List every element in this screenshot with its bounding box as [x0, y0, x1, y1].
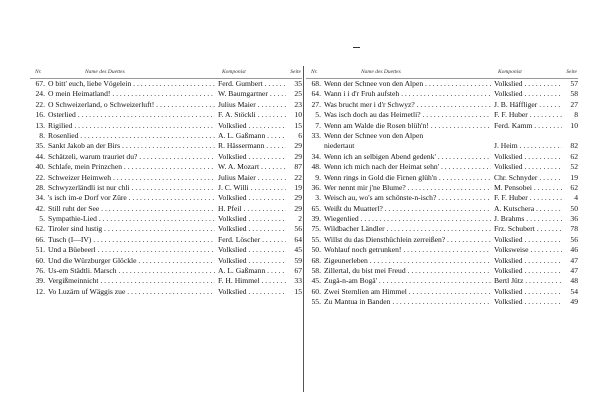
page-number: 15 — [294, 286, 302, 296]
list-item — [30, 235, 302, 245]
song-title: Sankt Jakob an der Birs . . . — [48, 141, 215, 151]
page-number: 47 — [570, 266, 578, 276]
composer: Julius Maier . . . — [218, 100, 286, 110]
song-title: Wenn ich mich nach der Heimat sehn' . . . — [324, 162, 491, 172]
page-number: 10 — [570, 120, 578, 130]
composer: J. C. Willi . . . — [218, 183, 286, 193]
entry-number: 65. — [311, 203, 321, 213]
list-item — [306, 224, 578, 234]
composer: Volkslied . . . — [218, 152, 286, 162]
header-nr: Nr. — [35, 69, 42, 75]
list-item — [30, 131, 302, 141]
page-number: 8 — [574, 110, 578, 120]
list-item — [30, 152, 302, 162]
list-item — [306, 245, 578, 255]
composer: Volkslied . . . — [494, 235, 562, 245]
composer: Volkslied . . . — [494, 89, 562, 99]
page-number: 49 — [570, 297, 578, 307]
composer: Volkslied . . . — [218, 214, 286, 224]
list-item — [30, 183, 302, 193]
list-item — [30, 256, 302, 266]
song-title: Rosenlied . . . — [48, 131, 215, 141]
list-item — [30, 287, 302, 297]
song-title: O Schweizerland, o Schweizerluft! . . . — [48, 100, 215, 110]
page-number: 25 — [294, 89, 302, 99]
composer: M. Pensobei . . . — [494, 183, 562, 193]
song-title: Was brucht mer i d'r Schwyz? . . . — [324, 100, 491, 110]
song-title: Zugä-n-am Bogä' . . . — [324, 276, 491, 286]
entry-number: 35. — [35, 141, 45, 151]
composer: Volkslied . . . — [494, 79, 562, 89]
composer: A. L. Gaßmann . . . — [218, 131, 286, 141]
entry-number: 44. — [35, 151, 45, 161]
entry-number: 12. — [35, 286, 45, 296]
entry-number: 68. — [311, 255, 321, 265]
composer: W. Baumgartner . . . — [218, 89, 286, 99]
song-title: Wann i i d'r Fruh aufsteh . . . — [324, 89, 491, 99]
entry-number: 55. — [311, 297, 321, 307]
page-number: 62 — [570, 151, 578, 161]
entry-number: 67. — [35, 79, 45, 88]
list-item — [30, 121, 302, 131]
header-name: Name des Duettes — [85, 69, 125, 75]
entry-number: 58. — [311, 266, 321, 276]
song-title: Wenn rings in Gold die Firnen glüh'n . . . — [324, 173, 491, 183]
right-column — [306, 66, 578, 392]
left-column — [30, 66, 302, 392]
entry-number: 66. — [35, 234, 45, 244]
list-item — [30, 214, 302, 224]
list-item — [30, 193, 302, 203]
page-number: 19 — [294, 182, 302, 192]
entry-number: 13. — [35, 120, 45, 130]
page-number: 4 — [574, 193, 578, 203]
composer: A. L. Gaßmann . . . — [218, 266, 286, 276]
song-title: Still ruht der See . . . — [48, 204, 215, 214]
list-item — [30, 224, 302, 234]
song-title: Weißt du Muatterl? . . . — [324, 204, 491, 214]
composer: Bertl Jütz . . . — [494, 276, 562, 286]
list-item — [30, 89, 302, 99]
entry-number: 64. — [311, 89, 321, 99]
song-title: Tusch (I—IV) . . . — [48, 235, 215, 245]
song-title: Zillertal, du bist mei Freud . . . — [324, 266, 491, 276]
song-title: Zwei Sternlien am Himmel . . . — [324, 287, 491, 297]
entry-number: 27. — [311, 99, 321, 109]
composer: Volkslied . . . — [494, 287, 562, 297]
list-item — [306, 297, 578, 307]
song-title: Vo Luzärn uf Wäggis zue . . . — [48, 287, 215, 297]
composer: Volkslied . . . — [218, 193, 286, 203]
entry-number: 34. — [311, 151, 321, 161]
header-page: Seite — [566, 69, 577, 75]
composer: Frz. Schubert . . . — [494, 224, 562, 234]
header-composer: Komponist — [222, 69, 246, 75]
page-number: 46 — [570, 245, 578, 255]
list-item — [30, 100, 302, 110]
composer: Ferd. Löscher . . . — [218, 235, 286, 245]
song-title: Wenn am Walde die Rosen blüh'n! . . . — [324, 121, 491, 131]
entry-number: 33. — [311, 130, 321, 140]
song-title: O mein Heimatland! . . . — [48, 89, 215, 99]
page-number: 27 — [570, 99, 578, 109]
composer: W. A. Mozart . . . — [218, 162, 286, 172]
composer: Volkslied . . . — [494, 162, 562, 172]
entry-number: 48. — [311, 162, 321, 172]
page-number: 64 — [294, 234, 302, 244]
page-number: 82 — [570, 141, 578, 151]
composer: Volkslied . . . — [218, 287, 286, 297]
list-item — [30, 204, 302, 214]
entry-number: 34. — [35, 193, 45, 203]
song-title: Und a Büebeerl . . . — [48, 245, 215, 255]
song-title: Schlafe, mein Prinzchen . . . — [48, 162, 215, 172]
page-number: 50 — [570, 203, 578, 213]
list-item — [306, 79, 578, 89]
song-title: Tiroler sind lustig . . . — [48, 224, 215, 234]
entry-number: 36. — [311, 182, 321, 192]
list-item — [306, 173, 578, 183]
list-item — [30, 173, 302, 183]
song-title: Wiegenlied . . . — [324, 214, 491, 224]
composer: Ferd. Kamm . . . — [494, 121, 562, 131]
page-number: 36 — [570, 214, 578, 224]
song-title: Zu Mantua in Banden . . . — [324, 297, 491, 307]
song-title: Schweizer Heimweh . . . — [48, 173, 215, 183]
entry-number: 40. — [35, 162, 45, 172]
page-number: 87 — [294, 162, 302, 172]
page-number: 67 — [294, 266, 302, 276]
page-number: 57 — [570, 79, 578, 88]
list-item — [306, 193, 578, 203]
entry-number: 5. — [39, 214, 45, 224]
entry-number: 5. — [315, 110, 321, 120]
song-title: Wohlauf noch getrunken! . . . — [324, 245, 491, 255]
composer: F. H. Himmel . . . — [218, 276, 286, 286]
song-title: Rigilied . . . — [48, 121, 215, 131]
page-number: 10 — [294, 110, 302, 120]
page-number: 35 — [294, 79, 302, 88]
song-index-page — [30, 66, 578, 396]
list-item — [306, 121, 578, 131]
list-item — [30, 110, 302, 120]
song-title: Osterlied . . . — [48, 110, 215, 120]
entry-number: 39. — [311, 214, 321, 224]
song-title: Schätzeli, warum trauriet du? . . . — [48, 152, 215, 162]
list-item — [306, 276, 578, 286]
page-number: 59 — [294, 255, 302, 265]
composer: R. Hässermann . . . — [218, 141, 286, 151]
song-title: Zigeunerleben . . . — [324, 256, 491, 266]
composer: F. A. Stöckli . . . — [218, 110, 286, 120]
entry-number: 50. — [311, 245, 321, 255]
composer: Volkslied . . . — [494, 256, 562, 266]
list-item — [306, 89, 578, 99]
list-item — [306, 110, 578, 120]
list-item — [306, 162, 578, 172]
page-number: 29 — [294, 193, 302, 203]
list-item — [30, 162, 302, 172]
composer: Volksweise . . . — [494, 245, 562, 255]
song-title: Wenn ich an selbigen Abend gedenk' . . . — [324, 152, 491, 162]
composer: Volkslied . . . — [218, 224, 286, 234]
entry-number: 51. — [35, 245, 45, 255]
list-item — [306, 287, 578, 297]
list-item — [306, 266, 578, 276]
page-number: 52 — [570, 162, 578, 172]
song-title: Us-em Städtli. Marsch . . . — [48, 266, 215, 276]
song-title: Schwyzerländli ist nur chli . . . — [48, 183, 215, 193]
right-column-header — [306, 66, 578, 79]
page-number: 78 — [570, 224, 578, 234]
page-number: 15 — [294, 120, 302, 130]
song-title: O bitt' euch, liebe Vögelein . . . — [48, 79, 215, 89]
header-composer: Komponist — [498, 69, 522, 75]
song-title: Wildbacher Ländler . . . — [324, 224, 491, 234]
entry-number: 60. — [311, 286, 321, 296]
composer: F. F. Huber . . . — [494, 193, 562, 203]
page-mark — [353, 47, 360, 48]
page-number: 54 — [570, 286, 578, 296]
list-item — [30, 141, 302, 151]
page-number: 62 — [570, 182, 578, 192]
entry-number: 60. — [35, 255, 45, 265]
page-number: 19 — [570, 172, 578, 182]
list-item — [306, 183, 578, 193]
header-page: Seite — [290, 69, 301, 75]
entry-number: 75. — [311, 224, 321, 234]
composer: J. Brahms . . . — [494, 214, 562, 224]
entry-number: 45. — [311, 276, 321, 286]
list-item — [306, 152, 578, 162]
page-number: 56 — [570, 234, 578, 244]
song-title: 's isch im-e Dorf vor Züre . . . — [48, 193, 215, 203]
page-number: 29 — [294, 203, 302, 213]
page-number: 2 — [298, 214, 302, 224]
page-number: 33 — [294, 276, 302, 286]
composer: Julius Maier . . . — [218, 173, 286, 183]
list-item — [306, 204, 578, 214]
song-title: Willst du das Diensthüchlein zerreißen? . . . — [324, 235, 491, 245]
page-number: 29 — [294, 151, 302, 161]
page-number: 45 — [294, 245, 302, 255]
page-number: 29 — [294, 141, 302, 151]
page-number: 23 — [294, 99, 302, 109]
header-name: Name des Duettes — [361, 69, 401, 75]
entry-number: 3. — [315, 193, 321, 203]
list-item — [306, 214, 578, 224]
list-item — [30, 276, 302, 286]
list-item — [306, 256, 578, 266]
composer: Volkslied . . . — [218, 256, 286, 266]
entry-number: 24. — [35, 89, 45, 99]
column-divider — [303, 66, 304, 392]
entry-number: 7. — [315, 120, 321, 130]
left-entry-list — [30, 79, 302, 297]
entry-number: 39. — [35, 276, 45, 286]
page-number: 6 — [298, 130, 302, 140]
composer: J. B. Häffliger . . . — [494, 100, 562, 110]
list-item — [30, 245, 302, 255]
composer: Volkslied . . . — [494, 152, 562, 162]
song-title: Wenn der Schnee von den Alpen — [324, 130, 424, 140]
composer: Volkslied . . . — [494, 297, 562, 307]
list-item — [306, 235, 578, 245]
composer: Ferd. Gumbert . . . — [218, 79, 286, 89]
list-item — [306, 131, 578, 141]
entry-number: 42. — [35, 203, 45, 213]
entry-number: 9. — [315, 172, 321, 182]
composer: Volkslied . . . — [494, 266, 562, 276]
entry-number: 22. — [35, 172, 45, 182]
page-number: 48 — [570, 276, 578, 286]
page-number: 56 — [294, 224, 302, 234]
song-title: Sympathie-Lied . . . — [48, 214, 215, 224]
composer: J. Heim . . . — [494, 141, 562, 151]
entry-number: 55. — [311, 234, 321, 244]
page-number: 47 — [570, 255, 578, 265]
page-number: 58 — [570, 89, 578, 99]
header-nr: Nr. — [311, 69, 318, 75]
entry-number: 22. — [35, 99, 45, 109]
entry-number: 76. — [35, 266, 45, 276]
entry-number: 68. — [311, 79, 321, 88]
song-title: Weisch au, wo's am schönste-n-isch? . . . — [324, 193, 491, 203]
page-number: 22 — [294, 172, 302, 182]
composer: H. Pfeil . . . — [218, 204, 286, 214]
entry-number: 8. — [39, 130, 45, 140]
song-title: Und die Würzburger Glöckle . . . — [48, 256, 215, 266]
composer: F. F. Huber . . . — [494, 110, 562, 120]
composer: Volkslied . . . — [218, 121, 286, 131]
entry-number: 62. — [35, 224, 45, 234]
list-item — [306, 141, 578, 151]
list-item — [30, 266, 302, 276]
song-title: niedertaut — [324, 141, 355, 151]
composer: Volkslied . . . — [218, 245, 286, 255]
song-title: Was isch doch au das Heimetli? . . . — [324, 110, 491, 120]
right-entry-list — [306, 79, 578, 308]
composer: Chr. Schnyder . . . — [494, 173, 562, 183]
left-column-header — [30, 66, 302, 79]
composer: A. Kutschera . . . — [494, 204, 562, 214]
entry-number: 28. — [35, 182, 45, 192]
list-item — [306, 100, 578, 110]
list-item — [30, 79, 302, 89]
song-title: Wenn der Schnee von den Alpen . . . — [324, 79, 491, 89]
song-title: Vergißmeinnicht . . . — [48, 276, 215, 286]
song-title: Wer nennt mir j'ne Blume? . . . — [324, 183, 491, 193]
entry-number: 16. — [35, 110, 45, 120]
